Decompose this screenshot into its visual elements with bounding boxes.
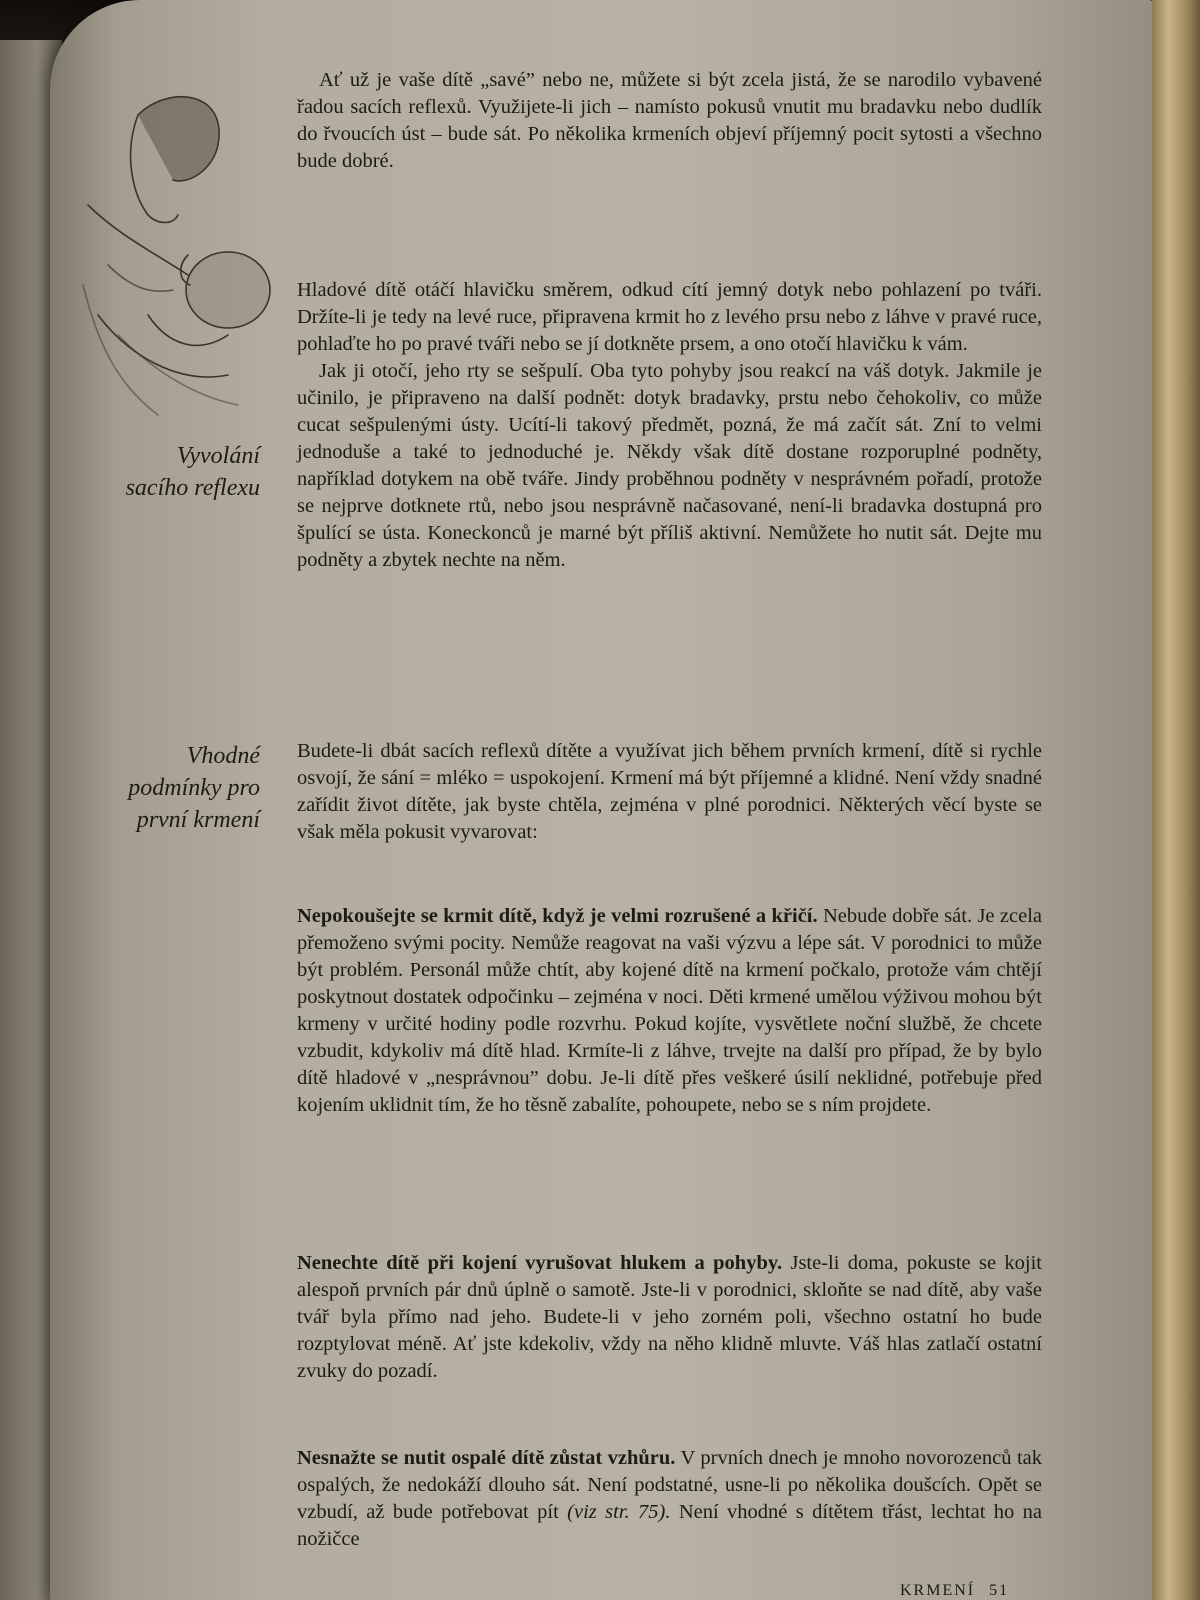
book-cover-edge	[1152, 0, 1200, 1600]
paragraph-body: Nebude dobře sát. Je zcela přemoženo svými pocity. Nemůže reagovat na vaši výzvu a lépe sát. V porodnici to může být problém. Personál může chtít, aby kojené dítě na krmení počkalo, protože vám chtějí poskytnout dostatek odpočinku – zejména v noci. Děti krmené umělou výživou mohou být krmeny v určité hodiny podle rozvrhu. Pokud kojíte, vysvětlete noční službě, že chcete vzbudit, kdykoliv má dítě hlad. Krmíte-li z láhve, trvejte na další pro případ, že by bylo dítě hladové v „nesprávnou” dobu. Je-li dítě přes veškeré úsilí neklidné, potřebuje před kojením uklidnit tím, že ho těsně zabalíte, pohoupete, nebo se s ním projdete.	[297, 905, 1043, 1116]
sidenote-line: sacího reflexu	[125, 475, 260, 501]
paragraph-sleepy	[297, 1445, 1042, 1553]
mother-hair	[138, 97, 219, 181]
page-footer	[900, 1582, 1023, 1600]
sidenote-line: Vyvolání	[176, 443, 260, 469]
paragraph-text	[297, 1250, 1042, 1385]
bold-lead: Nesnažte se nutit ospalé dítě zůstat vzhůru.	[297, 1447, 676, 1469]
paragraph-text: Ať už je vaše dítě „savé” nebo ne, můžete si být zcela jistá, že se narodilo vybavené řadou sacích reflexů. Využijete-li jich – namísto pokusů vnutit mu bradavku nebo dudlík do řvoucích úst – bude sát. Po několika krmeních objeví příjemný pocit sytosti a všechno bude dobré.	[297, 69, 1042, 172]
paragraph-conditions	[297, 738, 1042, 846]
bold-lead: Nenechte dítě při kojení vyrušovat hlukem a pohyby.	[297, 1252, 783, 1274]
sidenote-line: podmínky pro	[128, 775, 260, 801]
page-number: 51	[989, 1582, 1010, 1599]
breastfeeding-illustration	[78, 85, 278, 430]
paragraph-text	[297, 1445, 1042, 1553]
sidenote-line: Vhodné	[186, 743, 260, 769]
paragraph-body: V prvních dnech je mnoho novorozenců tak ospalých, že nedokáží dlouho sát. Není podstatné, usne-li po několika doušcích. Opět se vzbudí, až bude potřebovat pít	[297, 1447, 1042, 1523]
bold-lead: Nepokoušejte se krmit dítě, když je velmi rozrušené a křičí.	[297, 905, 818, 927]
sidenote-feeding-conditions	[85, 740, 260, 836]
paragraph-text: Budete-li dbát sacích reflexů dítěte a využívat jich během prvních krmení, dítě si rychle osvojí, že sání = mléko = uspokojení. Krmení má být příjemné a klidné. Není vždy snadné zařídit život dítěte, jak byste chtěla, zejména v plné porodnici. Některých věcí byste se však měla pokusit vyvarovat:	[297, 740, 1042, 843]
paragraph-text	[297, 903, 1042, 1119]
paragraph-noise	[297, 1250, 1042, 1385]
running-head: KRMENÍ	[900, 1582, 976, 1599]
sidenote-sucking-reflex	[85, 440, 260, 504]
paragraph-intro	[297, 67, 1042, 175]
mother-shoulder	[88, 205, 188, 275]
paragraph-body: Jste-li doma, pokuste se kojit alespoň prvních pár dnů úplně o samotě. Jste-li v porodnici, skloňte se nad dítě, aby vaše tvář byla přímo nad jeho. Budete-li v jeho zorném poli, všechno ostatní ho bude rozptylovat méně. Ať jste kdekoliv, vždy na něho klidně mluvte. Váš hlas zatlačí ostatní zvuky do pozadí.	[297, 1252, 1043, 1382]
paragraph-rooting	[297, 277, 1042, 574]
paragraph-crying	[297, 903, 1042, 1119]
page-reference: (viz str. 75).	[567, 1501, 671, 1523]
baby-head	[186, 252, 270, 328]
paragraph-text: Jak ji otočí, jeho rty se sešpulí. Oba tyto pohyby jsou reakcí na váš dotyk. Jakmile je učinilo, je připraveno na další podnět: dotyk bradavky, prstu nebo čehokoliv, co může cucat sešpulenými ústy. Ucítí-li takový předmět, pozná, že má začít sát. Zní to velmi jednoduše a také to jednoduché je. Někdy však dítě dostane rozporuplné podněty, například dotykem na obě tváře. Jindy proběhnou podněty v nesprávném pořadí, protože se nejprve dotknete rtů, nebo jsou nesprávně načasované, není-li bradavka dostupná pro špulící se ústa. Koneckonců je marné být příliš aktivní. Nemůžete ho nutit sát. Dejte mu podněty a zbytek nechte na něm.	[297, 360, 1042, 571]
paragraph-body: Není vhodné s dítětem třást, lechtat ho na nožičce	[297, 1501, 1042, 1550]
paragraph-text: Hladové dítě otáčí hlavičku směrem, odkud cítí jemný dotyk nebo pohlazení po tváři. Držíte-li je tedy na levé ruce, připravena krmit ho z levého prsu nebo z láhve v pravé ruce, pohlaďte ho po pravé tváři nebo se jí dotkněte prsem, a ono otočí hlavičku k vám.	[297, 279, 1042, 355]
sidenote-line: první krmení	[136, 807, 260, 833]
